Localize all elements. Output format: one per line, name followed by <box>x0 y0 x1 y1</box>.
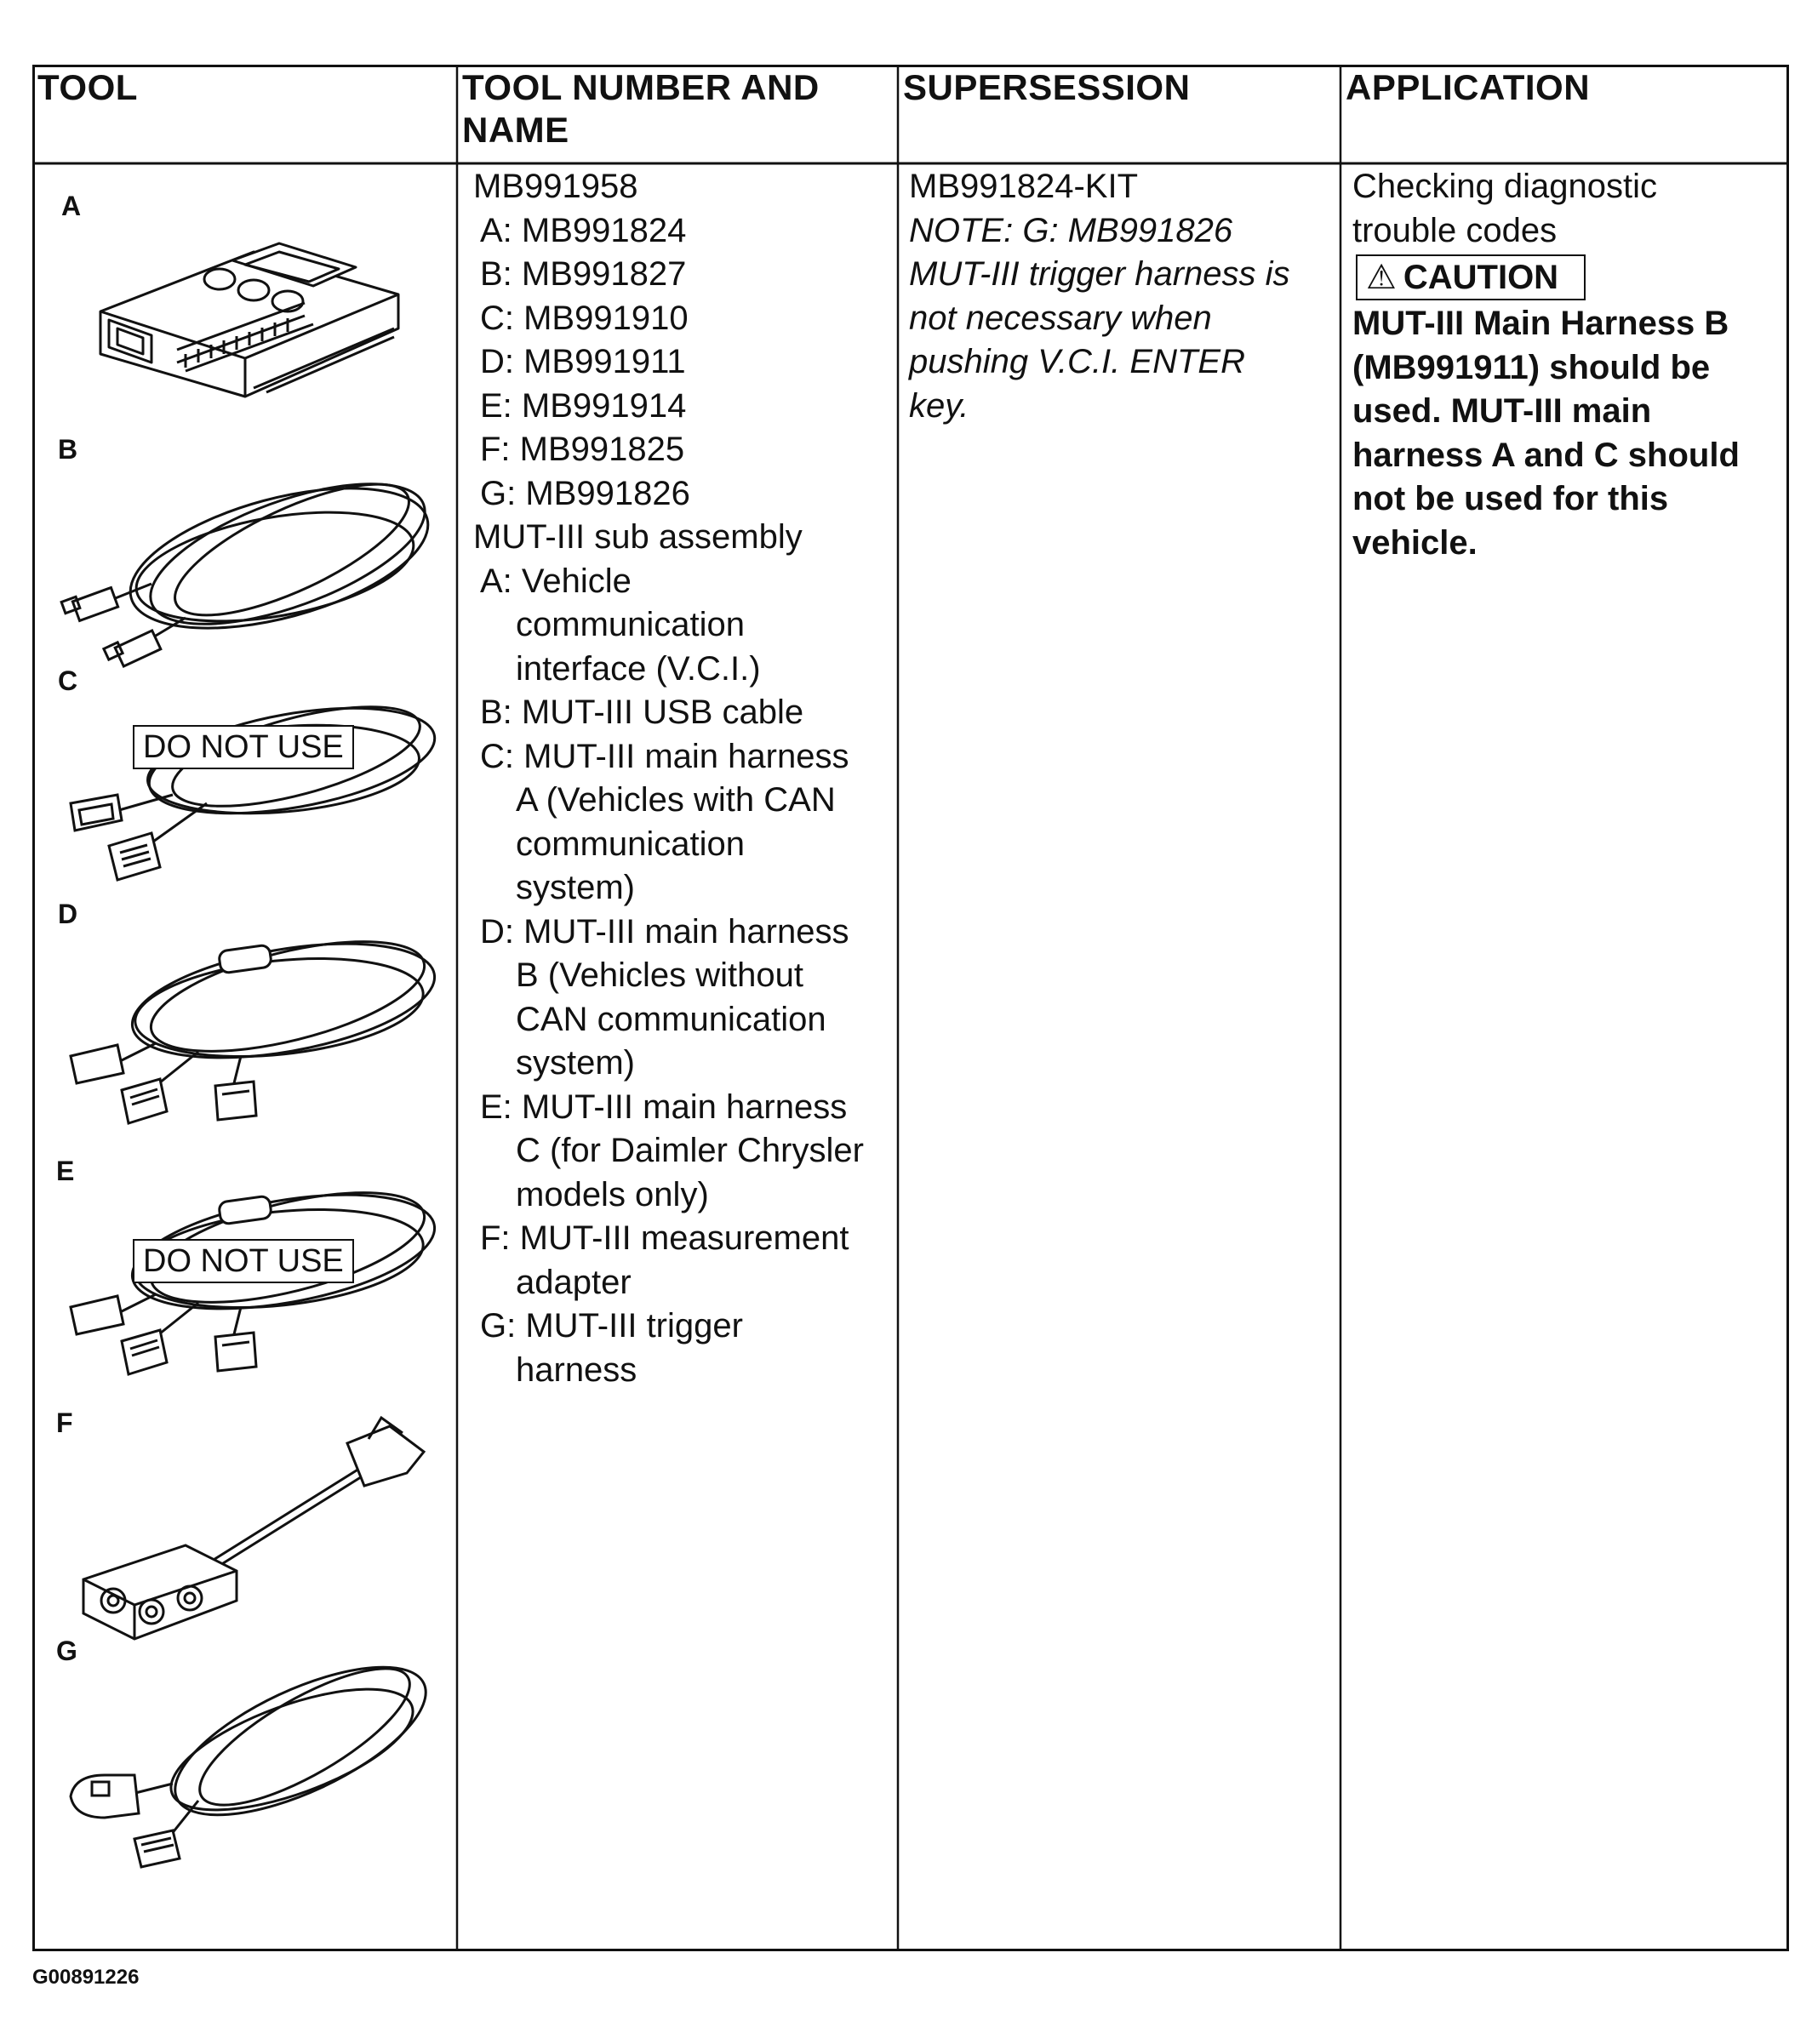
desc-c-line-4: system) <box>516 869 635 906</box>
caution-box <box>1356 254 1586 300</box>
usb-cable-drawing <box>58 448 449 677</box>
supersession-note-line-4: pushing V.C.I. ENTER <box>909 343 1245 380</box>
part-number-a: A: MB991824 <box>480 211 687 249</box>
do-not-use-label-c: DO NOT USE <box>133 725 354 769</box>
supersession-note-line-3: not necessary when <box>909 299 1212 337</box>
main-harness-b-drawing <box>54 916 454 1137</box>
desc-e-line-2: C (for Daimler Chrysler <box>516 1132 864 1169</box>
part-number-c: C: MB991910 <box>480 299 689 337</box>
desc-f-line-2: adapter <box>516 1263 632 1301</box>
special-tools-table <box>32 65 1789 1951</box>
header-tool: TOOL <box>37 67 138 107</box>
part-number-f: F: MB991825 <box>480 431 685 468</box>
header-application: APPLICATION <box>1346 67 1591 107</box>
caution-line-6: vehicle. <box>1352 523 1478 562</box>
desc-c-line-1: C: MUT-III main harness <box>480 737 849 775</box>
desc-c-line-2: A (Vehicles with CAN <box>516 781 836 819</box>
tool-letter-f: F <box>56 1407 73 1438</box>
supersession-cell <box>909 165 1339 428</box>
measurement-adapter-drawing <box>66 1409 441 1647</box>
supersession-note-line-1: NOTE: G: MB991826 <box>909 211 1233 249</box>
part-number-e: E: MB991914 <box>480 386 687 425</box>
tool-number-main: MB991958 <box>473 168 638 205</box>
supersession-note-line-5: key. <box>909 386 969 425</box>
tool-number-cell <box>473 165 895 1392</box>
tool-letter-a: A <box>61 191 82 221</box>
header-supersession: SUPERSESSION <box>903 67 1191 107</box>
desc-c-line-3: communication <box>516 825 746 863</box>
tool-letter-e: E <box>56 1156 75 1186</box>
tool-letter-g: G <box>56 1636 77 1666</box>
desc-e-line-1: E: MUT-III main harness <box>480 1088 848 1126</box>
application-line-1: Checking diagnostic <box>1352 168 1657 205</box>
part-number-g: G: MB991826 <box>480 474 690 512</box>
header-tool-number-and-name: TOOL NUMBER AND NAME <box>462 67 820 150</box>
desc-b-line-1: B: MUT-III USB cable <box>480 694 804 731</box>
desc-g-line-2: harness <box>516 1350 637 1389</box>
caution-line-5: not be used for this <box>1352 480 1669 517</box>
desc-d-line-4: system) <box>516 1044 635 1082</box>
main-harness-a-drawing <box>54 676 454 897</box>
tool-letter-c: C <box>58 665 78 696</box>
desc-f-line-1: F: MUT-III measurement <box>480 1219 849 1257</box>
caution-line-1: MUT-III Main Harness B <box>1352 305 1729 342</box>
caution-line-2: (MB991911) should be <box>1352 348 1711 386</box>
desc-a-line-3: interface (V.C.I.) <box>516 649 761 688</box>
vci-device-drawing <box>83 201 415 422</box>
desc-a-line-2: communication <box>516 606 746 643</box>
application-cell <box>1352 165 1786 565</box>
desc-d-line-2: B (Vehicles without <box>516 956 803 994</box>
supersession-note-line-2: MUT-III trigger harness is <box>909 255 1290 293</box>
tool-letter-b: B <box>58 434 78 465</box>
caution-line-4: harness A and C should <box>1352 436 1740 474</box>
desc-d-line-1: D: MUT-III main harness <box>480 912 849 951</box>
part-number-b: B: MB991827 <box>480 255 687 293</box>
desc-d-line-3: CAN communication <box>516 1000 826 1038</box>
sub-assembly-heading: MUT-III sub assembly <box>473 518 803 556</box>
supersession-kit: MB991824-KIT <box>909 168 1139 205</box>
application-line-2: trouble codes <box>1352 211 1558 249</box>
warning-triangle-icon: ⚠ <box>1366 259 1397 296</box>
do-not-use-label-e: DO NOT USE <box>133 1239 354 1283</box>
tool-letter-d: D <box>58 899 78 929</box>
desc-a-line-1: A: Vehicle <box>480 562 632 600</box>
part-number-d: D: MB991911 <box>480 343 686 380</box>
trigger-harness-drawing <box>54 1647 454 1903</box>
desc-g-line-1: G: MUT-III trigger <box>480 1307 743 1345</box>
caution-label: CAUTION <box>1403 259 1559 296</box>
caution-line-3: used. MUT-III main <box>1352 392 1652 430</box>
figure-code: G00891226 <box>32 1966 140 1989</box>
desc-e-line-3: models only) <box>516 1175 709 1213</box>
